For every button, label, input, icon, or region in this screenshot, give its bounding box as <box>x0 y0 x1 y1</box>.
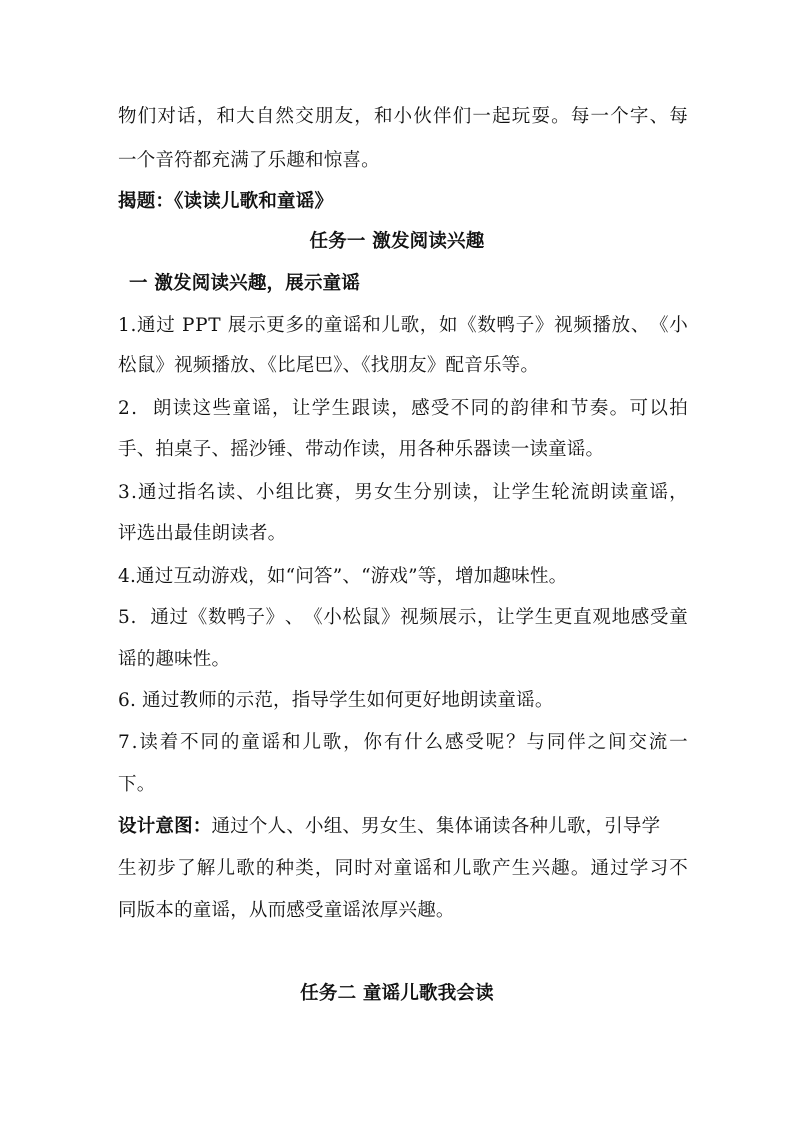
item3-line2: 评选出最佳朗读者。 <box>118 523 287 544</box>
intro-line-1: 物 们 对 话 ， 和 大 自 然 交 朋 友 ， 和 小 伙 伴 们 一 起 玩 耍 。 每 一 个 字 、 每 <box>118 106 688 127</box>
item6-line1: 6. 通过教师的示范，指导学生如何更好地朗读童谣。 <box>118 690 554 711</box>
design-intent-line2: 生 初 步 了 解 儿 歌 的 种 类 ， 同 时 对 童 谣 和 儿 歌 产 生 兴 趣 。 通 过 学 习 不 <box>118 858 688 879</box>
item5-line1: 5 . 通 过 《 数 鸭 子 》 、 《 小 松 鼠 》 视 频 展 示 ， 让 学 生 更 直 观 地 感 受 童 <box>118 607 688 628</box>
design-intent-line3: 同版本的童谣，从而感受童谣浓厚兴趣。 <box>118 900 455 921</box>
item4-line1: 4.通过互动游戏，如“问答”、“游戏”等，增加趣味性。 <box>118 566 568 587</box>
item2-line1: 2 . 朗 读 这 些 童 谣 ， 让 学 生 跟 读 ， 感 受 不 同 的 韵 律 和 节 奏 。 可 以 拍 <box>118 398 688 419</box>
design-intent-line1 <box>118 815 688 839</box>
item7-line2: 下。 <box>118 774 156 795</box>
design-intent-text: 通过个人、小组、男女生、集体诵读各种儿歌，引导学 <box>211 816 661 837</box>
item3-line1: 3 . 通 过 指 名 读 、 小 组 比 赛 ， 男 女 生 分 别 读 ， 让 学 生 轮 流 朗 读 童 谣 ， <box>118 482 688 503</box>
item5-line2: 谣的趣味性。 <box>118 649 231 670</box>
item1-line1: 1 . 通 过 P P T 展 示 更 多 的 童 谣 和 儿 歌 ， 如 《 数 鸭 子 》 视 频 播 放 、 《 小 <box>118 315 688 336</box>
design-intent-label: 设计意图： <box>118 816 212 837</box>
section1-heading: 一 激发阅读兴趣，展示童谣 <box>129 273 361 294</box>
intro-line-2: 一个音符都充满了乐趣和惊喜。 <box>118 150 380 171</box>
item2-line2: 手、拍桌子、摇沙锤、带动作读，用各种乐器读一读童谣。 <box>118 439 605 460</box>
task1-heading: 任务一 激发阅读兴趣 <box>309 231 485 252</box>
item1-line2: 松鼠》视频播放、《比尾巴》、《找朋友》配音乐等。 <box>118 355 540 376</box>
task2-heading: 任务二 童谣儿歌我会读 <box>300 983 494 1004</box>
reveal-title: 揭题：《读读儿歌和童谣》 <box>118 191 334 212</box>
item7-line1: 7 . 读 着 不 同 的 童 谣 和 儿 歌 ， 你 有 什 么 感 受 呢 ？ 与 同 伴 之 间 交 流 一 <box>118 732 688 753</box>
